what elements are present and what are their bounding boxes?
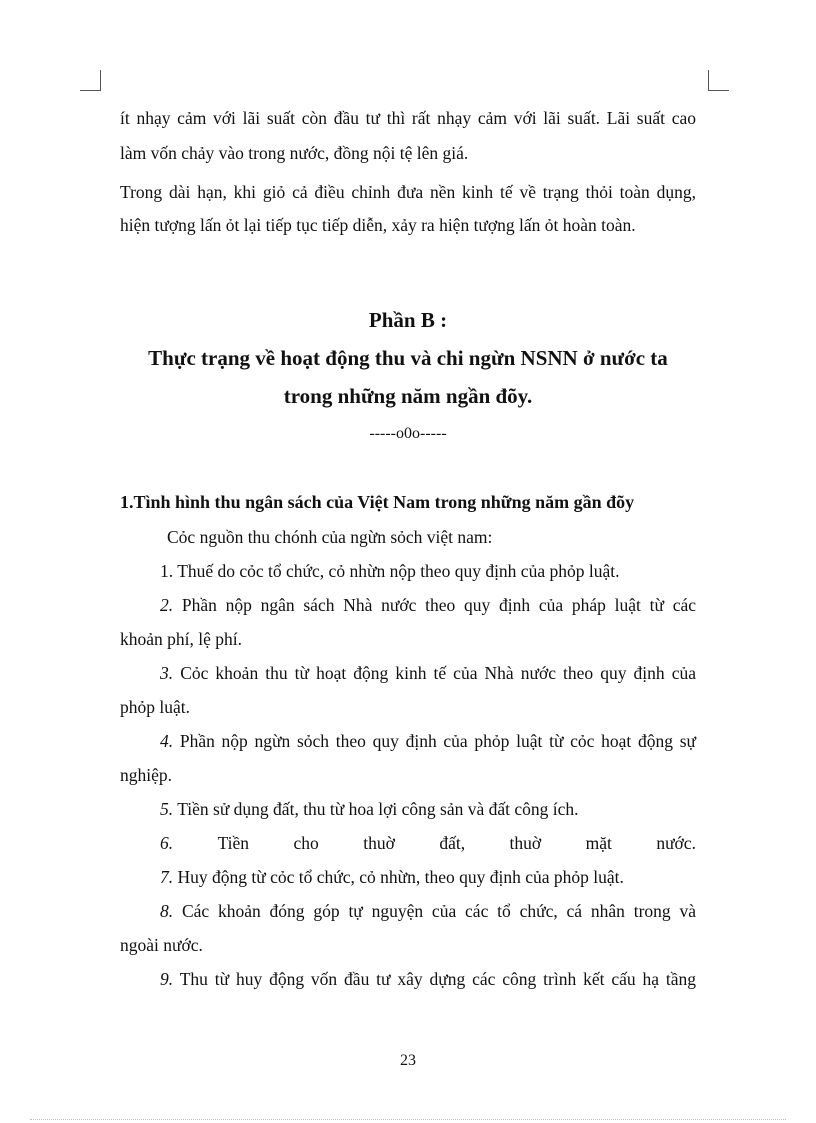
list-item-continuation: phỏp luật.: [120, 697, 190, 717]
item-text: Phần nộp ngừn sỏch theo quy định của phỏp luật từ cỏc hoạt động sự: [179, 731, 696, 751]
part-heading: Phần B :: [368, 308, 448, 332]
section-heading: 1.Tình hình thu ngân sách của Việt Nam trong những năm gần đõy: [120, 492, 635, 512]
item-number: 1.: [160, 561, 174, 581]
list-item-continuation: ngoài nước.: [120, 935, 203, 955]
item-word: thuờ: [509, 833, 542, 853]
item-text: Các khoản đóng góp tự nguyện của các tổ chức, cá nhân trong và: [181, 901, 697, 921]
item-number: 2.: [160, 595, 174, 615]
list-item-continuation: nghiệp.: [120, 765, 173, 785]
crop-mark-top-left: [80, 70, 101, 91]
item-text: Cỏc khoản thu từ hoạt động kinh tế của Nhà nước theo quy định của: [180, 663, 696, 683]
list-item-9: [160, 967, 696, 991]
item-text: Phần nộp ngân sách Nhà nước theo quy định của pháp luật từ các: [181, 595, 696, 615]
item-number: 5.: [160, 799, 174, 819]
item-text: Tiền sử dụng đất, thu từ hoa lợi công sản và đất công ích.: [177, 799, 579, 819]
item-number: 8.: [160, 901, 174, 921]
page-number: 23: [400, 1052, 416, 1069]
part-title-line-2: trong những năm ngần đõy.: [283, 384, 533, 408]
list-item-1: [160, 559, 696, 583]
body-text-line: làm vốn chảy vào trong nước, đồng nội tệ lên giá.: [120, 143, 469, 163]
item-word: thuờ: [363, 833, 395, 853]
body-text-line: ít nhạy cảm với lãi suất còn đầu tư thì rất nhạy cảm với lãi suất. Lãi suất cao: [120, 108, 696, 128]
list-item-continuation: khoản phí, lệ phí.: [120, 629, 242, 649]
body-text-line: Trong dài hạn, khi giỏ cả điều chỉnh đưa nền kinh tế về trạng thỏi toàn dụng,: [120, 182, 696, 202]
list-item-6: [160, 831, 696, 855]
list-item-7: [160, 865, 696, 889]
item-text: Thu từ huy động vốn đầu tư xây dựng các công trình kết cấu hạ tầng: [179, 969, 697, 989]
list-item-3: [160, 661, 696, 685]
body-text-line: hiện tượng lấn ỏt lại tiếp tục tiếp diễn, xảy ra hiện tượng lấn ỏt hoàn toàn.: [120, 215, 636, 235]
part-title-line-1: Thực trạng về hoạt động thu và chi ngừn NSNN ở nước ta: [148, 346, 668, 370]
item-text: Thuế do cỏc tổ chức, cỏ nhừn nộp theo quy định của phỏp luật.: [177, 561, 620, 581]
item-word: mặt: [585, 833, 612, 853]
item-word: đất,: [439, 833, 466, 853]
item-word: nước.: [656, 833, 696, 853]
page-bottom-border: [30, 1119, 786, 1120]
item-text: Huy động từ cỏc tổ chức, cỏ nhừn, theo quy định của phỏp luật.: [177, 867, 624, 887]
item-word: Tiền: [217, 833, 250, 853]
item-number: 6.: [160, 833, 174, 853]
item-number: 4.: [160, 731, 174, 751]
list-item-2: [160, 593, 696, 617]
item-number: 7.: [160, 867, 174, 887]
section-intro: Cỏc nguồn thu chónh của ngừn sỏch việt nam:: [167, 527, 493, 547]
item-word: cho: [293, 833, 319, 853]
item-number: 3.: [160, 663, 174, 683]
list-item-8: [160, 899, 696, 923]
section-separator: -----o0o-----: [369, 425, 447, 442]
list-item-5: [160, 797, 696, 821]
list-item-4: [160, 729, 696, 753]
item-number: 9.: [160, 969, 174, 989]
crop-mark-top-right: [708, 70, 729, 91]
